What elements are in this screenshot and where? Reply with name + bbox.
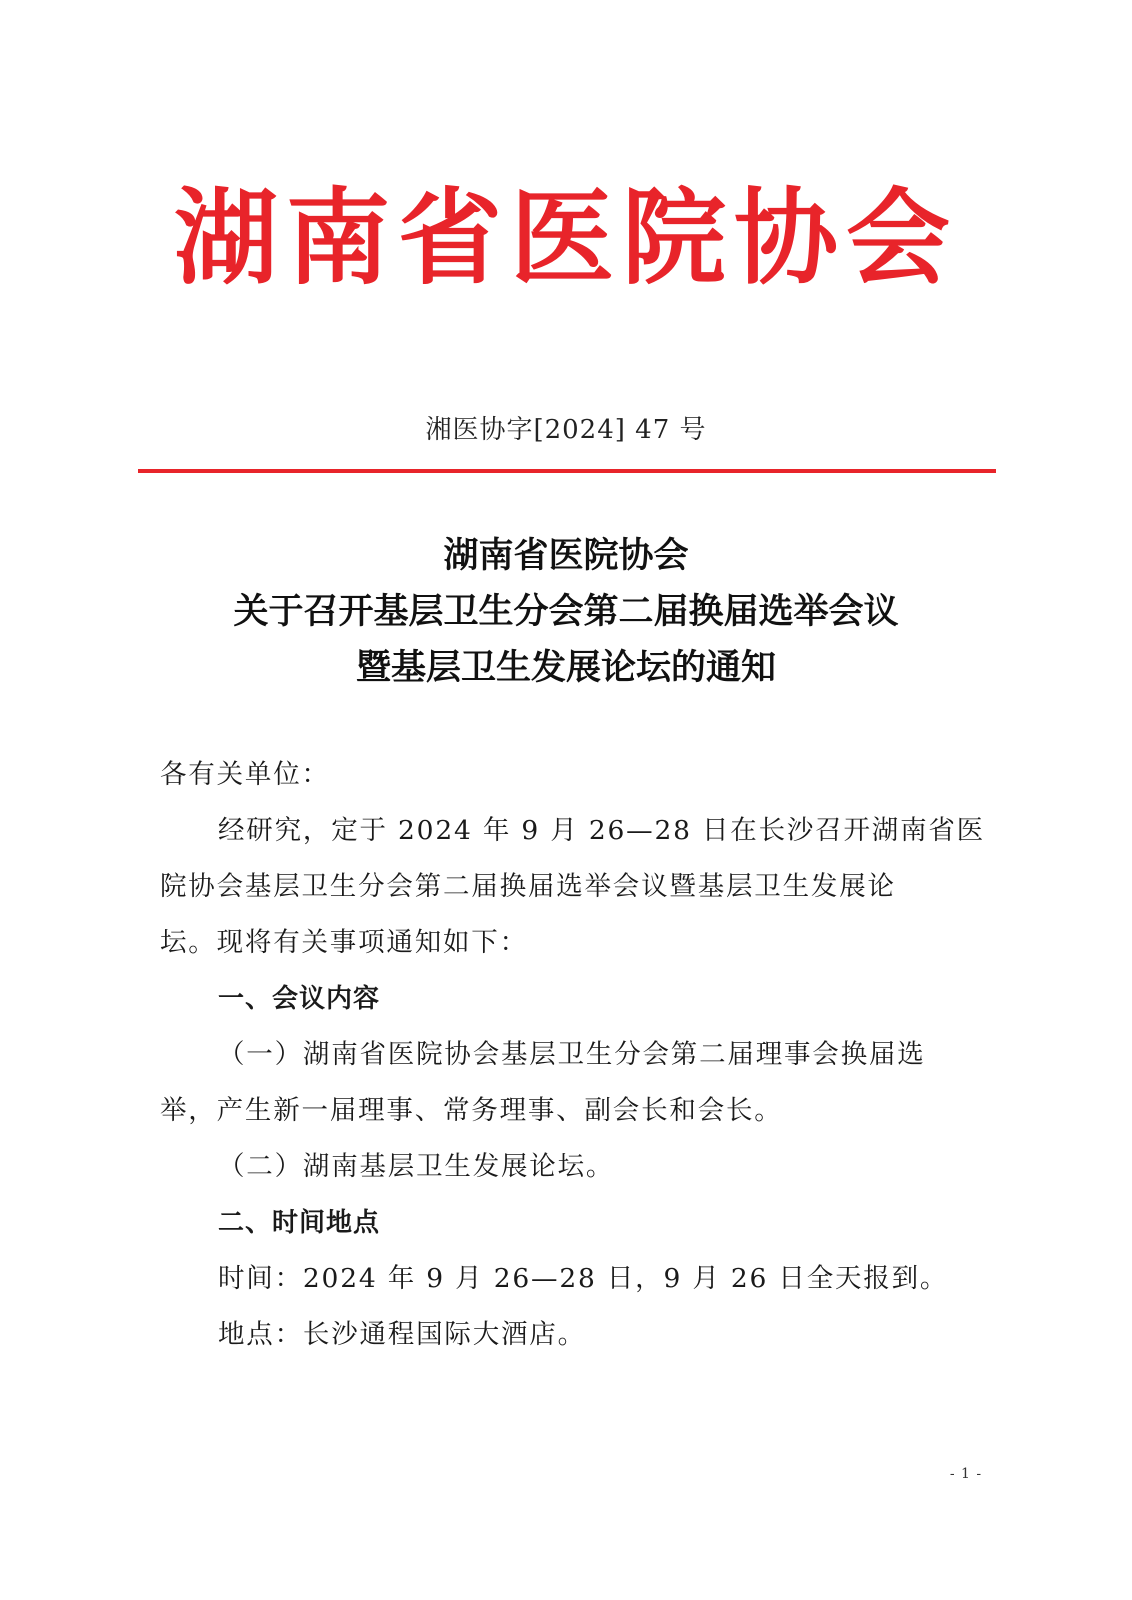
salutation: 各有关单位： xyxy=(160,759,330,790)
item-1-line-2: 举，产生新一届理事、常务理事、副会长和会长。 xyxy=(160,1095,783,1126)
document-number: 湘医协字[2024] 47 号 xyxy=(425,415,707,445)
intro-line-3: 坛。现将有关事项通知如下： xyxy=(160,927,528,958)
page-number: - 1 - xyxy=(949,1466,983,1482)
masthead-title: 湖南省医院协会 xyxy=(173,176,958,299)
title-line-3: 暨基层卫生发展论坛的通知 xyxy=(355,647,776,688)
time-line: 时间：2024 年 9 月 26—28 日，9 月 26 日全天报到。 xyxy=(218,1263,949,1294)
title-line-1: 湖南省医院协会 xyxy=(443,535,689,576)
item-1-line-1: （一）湖南省医院协会基层卫生分会第二届理事会换届选 xyxy=(218,1039,926,1070)
section-heading-1: 一、会议内容 xyxy=(218,984,381,1014)
title-line-2: 关于召开基层卫生分会第二届换届选举会议 xyxy=(233,591,899,632)
intro-line-2: 院协会基层卫生分会第二届换届选举会议暨基层卫生发展论 xyxy=(160,871,896,902)
section-heading-2: 二、时间地点 xyxy=(218,1208,381,1238)
item-2: （二）湖南基层卫生发展论坛。 xyxy=(218,1151,615,1182)
notice-title xyxy=(0,528,1132,696)
red-divider-line xyxy=(138,469,996,473)
intro-line-1: 经研究，定于 2024 年 9 月 26—28 日在长沙召开湖南省医 xyxy=(218,815,985,846)
place-line: 地点：长沙通程国际大酒店。 xyxy=(218,1319,586,1350)
